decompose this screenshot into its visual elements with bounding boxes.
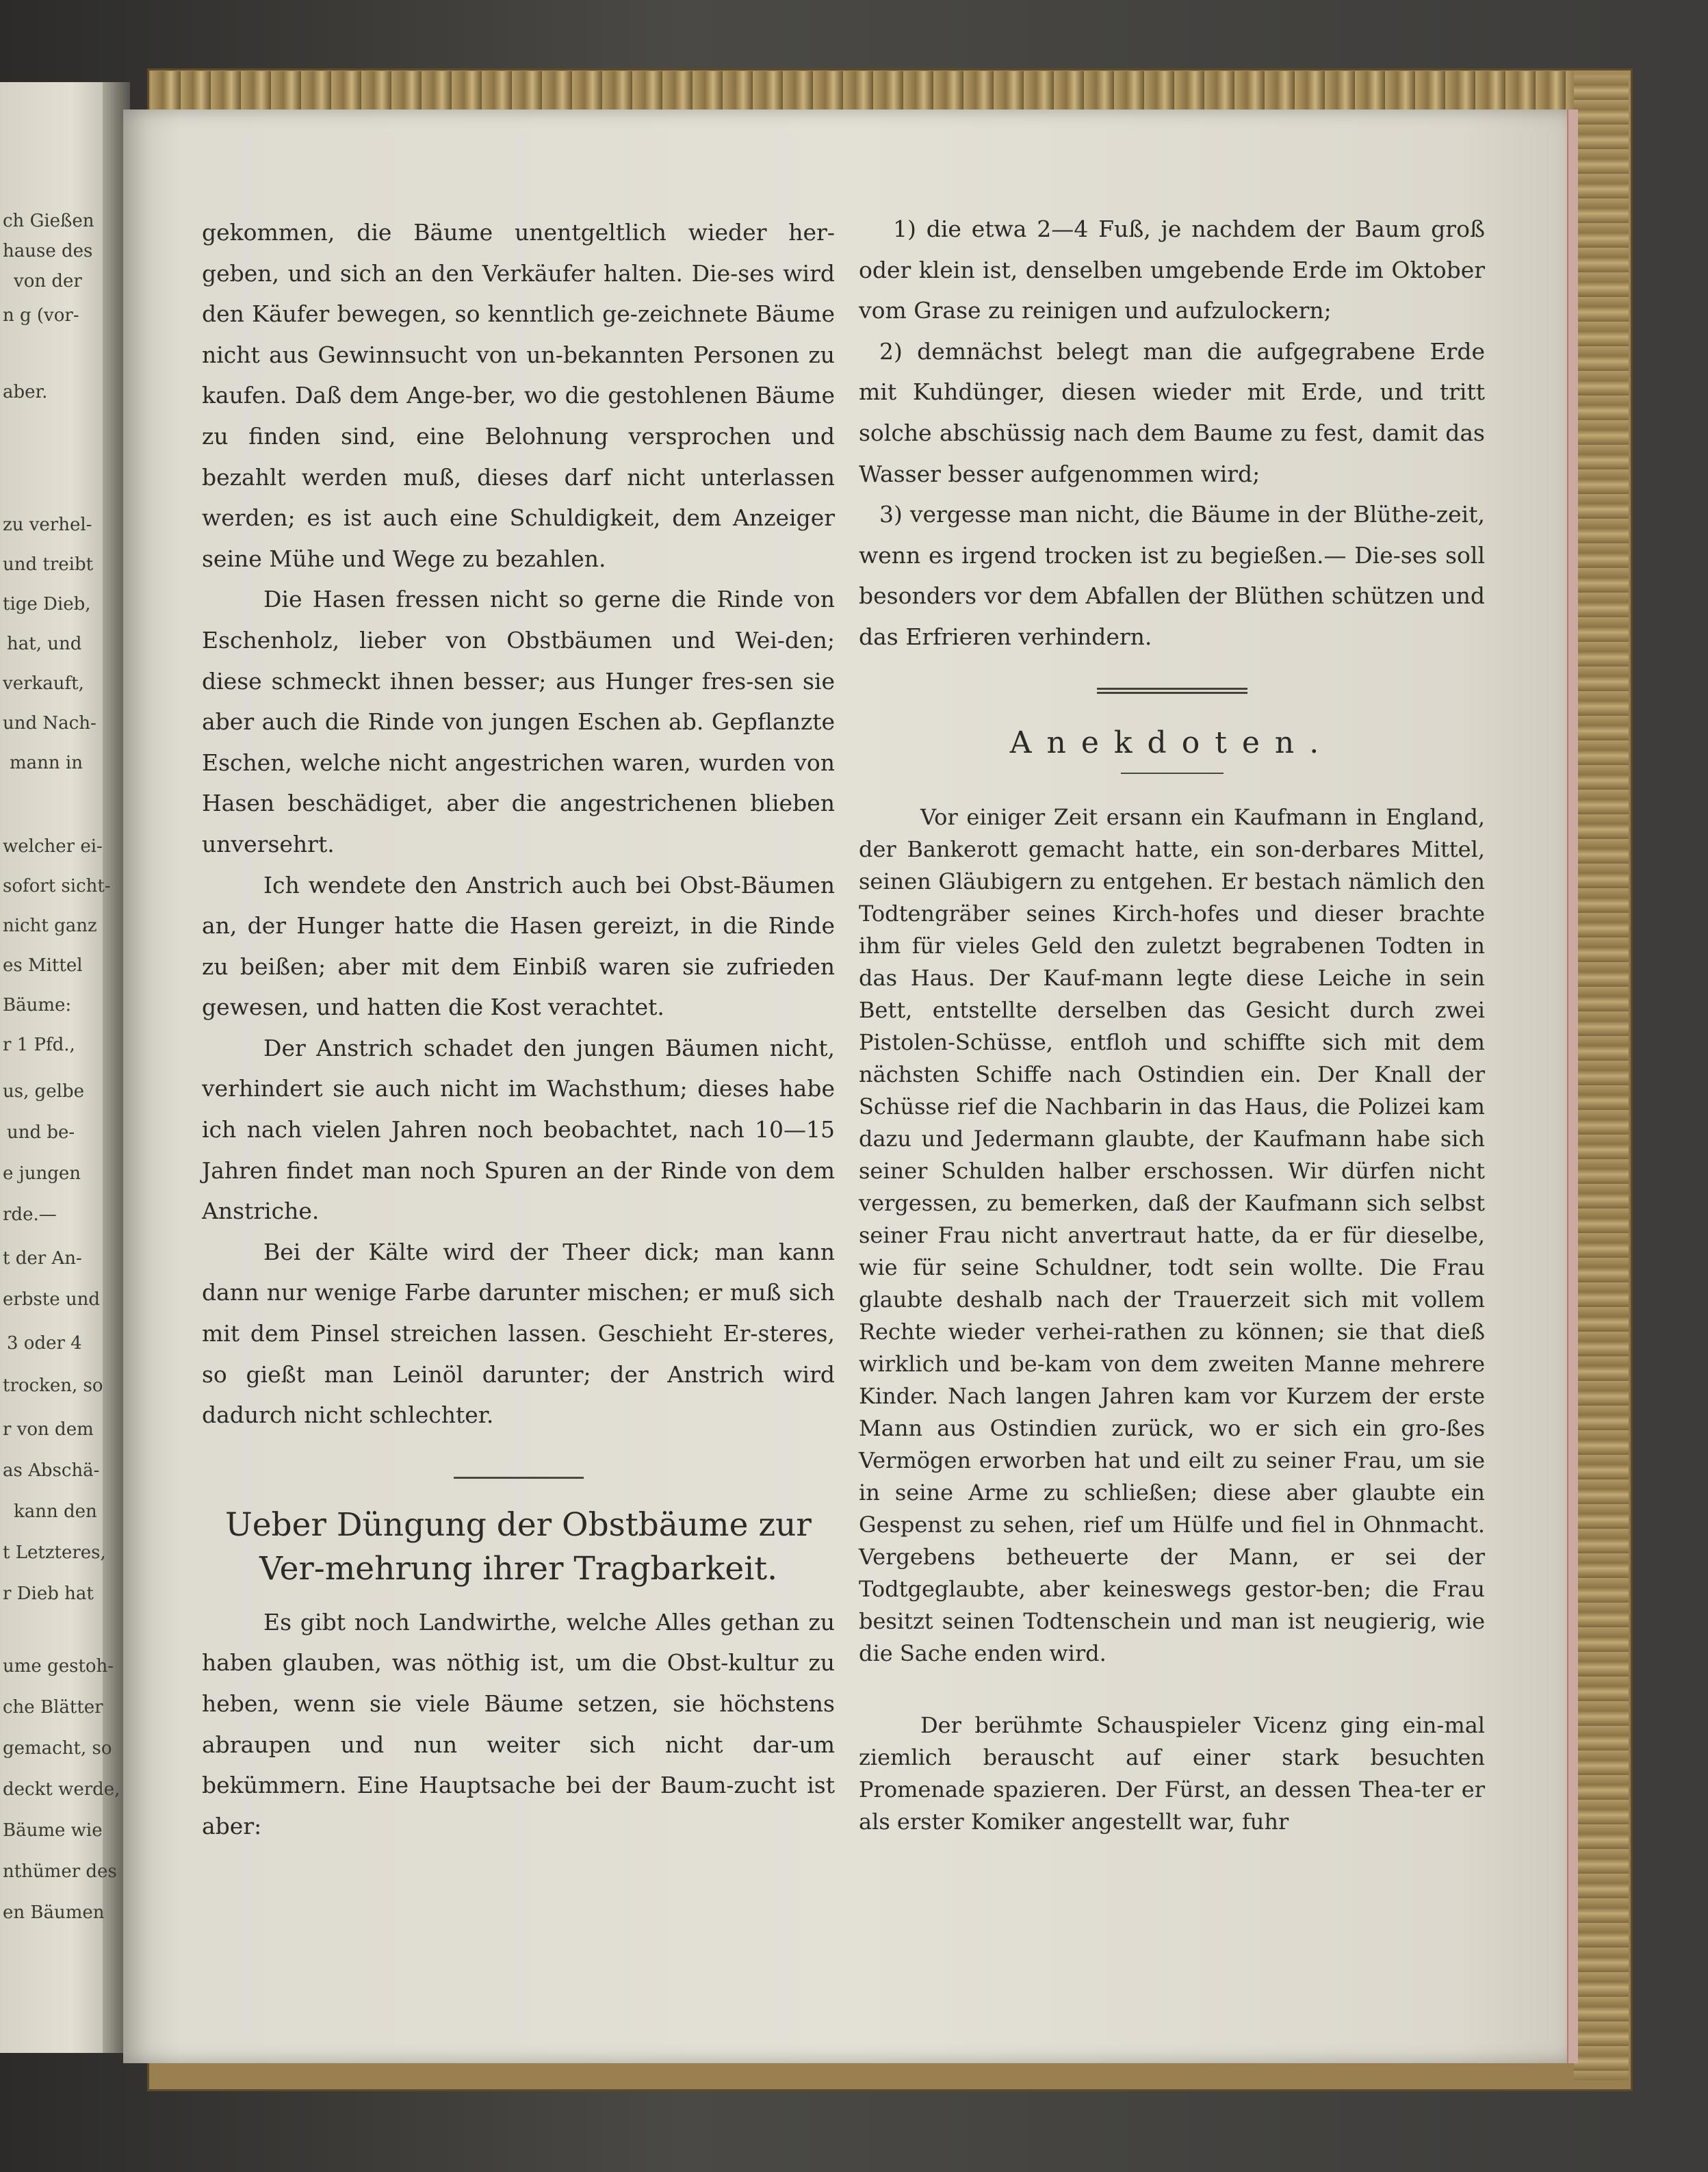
- fragment-line: von der: [14, 271, 82, 292]
- list-item: 3) vergesse man nicht, die Bäume in der Blüthe-zeit, wenn es irgend trocken ist zu begießen.— Die-ses soll besonders vor dem Abfallen der Blüthen schützen und das Erfrieren verhindern.: [859, 501, 1485, 650]
- fragment-line: t Letzteres,: [3, 1542, 106, 1563]
- fragment-line: hat, und: [7, 634, 82, 654]
- fragment-line: ume gestoh-: [3, 1656, 114, 1677]
- fragment-line: gemacht, so: [3, 1738, 112, 1759]
- fragment-line: rde.—: [3, 1204, 57, 1225]
- fragment-line: deckt werde,: [3, 1779, 120, 1800]
- fragment-line: aber.: [3, 382, 48, 402]
- fragment-line: verkauft,: [3, 673, 84, 694]
- page-fore-edge: [1567, 109, 1578, 2063]
- fragment-line: nicht ganz: [3, 916, 97, 936]
- cover-marbled-edge-right: [1574, 75, 1629, 2080]
- left-text-column: [202, 212, 835, 1846]
- fragment-line: r von dem: [3, 1419, 94, 1440]
- fragment-line: welcher ei-: [3, 836, 103, 857]
- fragment-line: tige Dieb,: [3, 594, 91, 615]
- fragment-line: mann in: [10, 753, 83, 773]
- fragment-line: zu verhel-: [3, 515, 92, 535]
- paragraph: gekommen, die Bäume unentgeltlich wieder her-geben, und sich an den Verkäufer halten. Die-ses wird den Käufer bewegen, so kenntlich ge-zeichnete Bäume nicht aus Gewinnsucht von un-bekannten Personen zu kaufen. Daß dem Ange-ber, wo die gestohlenen Bäume zu finden sind, eine Belohnung versprochen und bezahlt werden muß, dieses darf nicht unterlassen werden; es ist auch eine Schuldigkeit, dem Anzeiger seine Mühe und Wege zu bezahlen.: [202, 219, 835, 572]
- fragment-line: sofort sicht-: [3, 876, 111, 896]
- paragraph: Die Hasen fressen nicht so gerne die Rinde von Eschenholz, lieber von Obstbäumen und Wei-den; diese schmeckt ihnen besser; aus Hunger fres-sen sie aber auch die Rinde von jungen Eschen ab. Gepflanzte Eschen, welche nicht angestrichen waren, wurden von Hasen beschädiget, aber die angestrichenen blieben unversehrt.: [202, 586, 835, 857]
- right-text-column: [859, 209, 1485, 1838]
- fragment-line: e jungen: [3, 1163, 81, 1184]
- fragment-line: nthümer des: [3, 1861, 117, 1882]
- fragment-line: en Bäumen: [3, 1902, 105, 1923]
- title-underline: [1121, 773, 1224, 774]
- section-title: Anekdoten.: [1009, 725, 1334, 760]
- paragraph: Bei der Kälte wird der Theer dick; man kann dann nur wenige Farbe darunter mischen; er muß sich mit dem Pinsel streichen lassen. Geschieht Er-steres, so gießt man Leinöl darunter; der Anstrich wird dadurch nicht schlechter.: [202, 1238, 835, 1429]
- fragment-line: r 1 Pfd.,: [3, 1035, 75, 1055]
- fragment-line: as Abschä-: [3, 1460, 100, 1481]
- paragraph: Der Anstrich schadet den jungen Bäumen nicht, verhindert sie auch nicht im Wachsthum; dieses habe ich nach vielen Jahren noch beobachtet, nach 10—15 Jahren findet man noch Spuren an der Rinde von dem Anstriche.: [202, 1034, 835, 1225]
- double-divider: [1097, 688, 1247, 694]
- fragment-line: 3 oder 4: [7, 1333, 82, 1354]
- fragment-line: erbste und: [3, 1289, 101, 1310]
- fragment-line: und Nach-: [3, 713, 96, 734]
- list-item: 1) die etwa 2—4 Fuß, je nachdem der Baum groß oder klein ist, denselben umgebende Erde im Oktober vom Grase zu reinigen und aufzulockern;: [859, 216, 1485, 324]
- article-heading: Ueber Düngung der Obstbäume zur Ver-mehrung ihrer Tragbarkeit.: [225, 1505, 812, 1588]
- paragraph: Es gibt noch Landwirthe, welche Alles gethan zu haben glauben, was nöthig ist, um die Obst-kultur zu heben, wenn sie viele Bäume setzen, sie höchstens abraupen und nun weiter sich nicht dar-um bekümmern. Eine Hauptsache bei der Baum-zucht ist aber:: [202, 1608, 835, 1839]
- fragment-line: und treibt: [3, 554, 94, 575]
- fragment-line: us, gelbe: [3, 1081, 84, 1102]
- fragment-line: und be-: [7, 1122, 75, 1143]
- spacer: [859, 1670, 1485, 1709]
- fragment-line: n g (vor-: [3, 305, 79, 326]
- fragment-line: Bäume:: [3, 995, 72, 1016]
- paragraph: Ich wendete den Anstrich auch bei Obst-Bäumen an, der Hunger hatte die Hasen gereizt, in die Rinde zu beißen; aber mit dem Einbiß waren sie zufrieden gewesen, und hatten die Kost verachtet.: [202, 871, 835, 1021]
- fragment-line: trocken, so: [3, 1375, 103, 1396]
- fragment-line: es Mittel: [3, 955, 83, 976]
- fragment-line: hause des: [3, 241, 93, 261]
- fragment-line: ch Gießen: [3, 211, 94, 231]
- fragment-line: r Dieb hat: [3, 1583, 94, 1604]
- list-item: 2) demnächst belegt man die aufgegrabene Erde mit Kuhdünger, diesen wieder mit Erde, und tritt solche abschüssig nach dem Baume zu fest, damit das Wasser besser aufgenommen wird;: [859, 337, 1485, 487]
- fragment-line: che Blätter: [3, 1697, 103, 1718]
- fragment-line: kann den: [14, 1501, 97, 1522]
- cover-marbled-edge-top: [151, 71, 1574, 112]
- fragment-line: t der An-: [3, 1248, 82, 1269]
- section-divider: [454, 1477, 584, 1479]
- fragment-line: Bäume wie: [3, 1820, 103, 1841]
- anecdote-paragraph: Vor einiger Zeit ersann ein Kaufmann in England, der Bankerott gemacht hatte, ein son-derbares Mittel, seinen Gläubigern zu entgehen. Er bestach nämlich den Todtengräber seines Kirch-hofes und dieser brachte ihm für vieles Geld den zuletzt begrabenen Todten in das Haus. Der Kauf-mann legte diese Leiche in sein Bett, entstellte derselben das Gesicht durch zwei Pistolen-Schüsse, entfloh und schiffte sich mit dem nächsten Schiffe nach Ostindien ein. Der Knall der Schüsse rief die Nachbarin in das Haus, die Polizei kam dazu und Jedermann glaubte, der Kaufmann habe sich seiner Schulden halber erschossen. Wir dürfen nicht vergessen, zu bemerken, daß der Kaufmann sich selbst seiner Frau nicht anvertraut hatte, da er für dieselbe, wie für seine Schuldner, todt sein wollte. Die Frau glaubte deshalb nach der Trauerzeit sich mit vollem Rechte wieder verhei-rathen zu können; sie that dieß wirklich und be-kam von dem zweiten Manne mehrere Kinder. Nach langen Jahren kam vor Kurzem der erste Mann aus Ostindien zurück, wo er sich ein gro-ßes Vermögen erworben hat und eilt zu seiner Frau, um sie in seine Arme zu schließen; diese aber glaubte ein Gespenst zu sehen, rief um Hülfe und fiel in Ohnmacht. Vergebens betheuerte der Mann, er sei der Todtgeglaubte, aber keineswegs gestor-ben; die Frau besitzt seinen Todtenschein und man ist neugierig, wie die Sache enden wird.: [859, 803, 1485, 1666]
- anecdote-paragraph: Der berühmte Schauspieler Vicenz ging ein-mal ziemlich berauscht auf einer stark besuchten Promenade spazieren. Der Fürst, an dessen Thea-ter er als erster Komiker angestellt war, fuhr: [859, 1711, 1485, 1835]
